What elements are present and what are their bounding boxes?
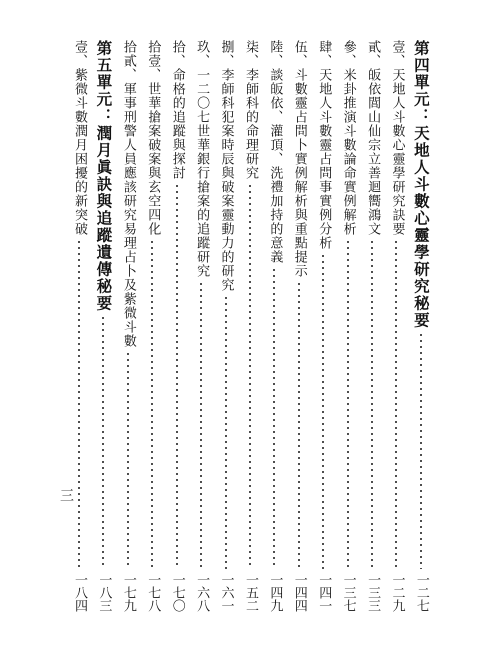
dot-leader <box>249 183 251 569</box>
toc-entry-page: 一四一 <box>316 573 332 612</box>
toc-entry-page: 一六八 <box>194 573 210 612</box>
page-number: 三 <box>58 488 74 502</box>
toc-entry-page: 一二七 <box>413 573 429 612</box>
toc-entry-page: 一八四 <box>72 573 87 612</box>
dot-leader <box>347 239 349 569</box>
toc-entry-title: 肆、天地人斗數靈占問事實例分析 <box>316 40 332 250</box>
toc-entry <box>387 40 405 612</box>
dot-leader <box>176 183 178 569</box>
dot-leader <box>151 239 153 569</box>
toc-entry <box>168 40 186 612</box>
toc-entry-title: 貳、皈依閭山仙宗立善迴嚮鴻文 <box>365 40 381 236</box>
toc-entry <box>119 40 137 612</box>
dot-leader <box>420 332 422 569</box>
toc-entry-title: 捌、李師科犯案時辰與破案靈動力的研究 <box>218 40 234 292</box>
toc-entry-title: 陸、談皈依、灌頂、洗禮加持的意義 <box>267 40 283 264</box>
toc-entry-title: 壹、紫微斗數潤月困擾的新突破 <box>72 40 87 236</box>
toc-entry <box>143 40 161 612</box>
toc-entry-page: 一四四 <box>291 573 307 612</box>
toc-entry-title: 拾、命格的追蹤與探討 <box>169 40 185 180</box>
toc-entry <box>241 40 259 612</box>
toc-entry-page: 一六一 <box>218 573 234 612</box>
toc-entry <box>265 40 283 612</box>
dot-leader <box>298 281 300 569</box>
toc-entry-title: 玖、一二〇七世華銀行搶案的追蹤研究 <box>194 40 210 278</box>
toc-entry-page: 一三七 <box>340 573 356 612</box>
toc-entry <box>363 40 381 612</box>
dot-leader <box>225 295 227 569</box>
toc-entry-title: 壹、天地人斗數心靈學研究訣要 <box>389 40 405 236</box>
toc-entry-title: 柒、李師科的命理研究 <box>242 40 258 180</box>
table-of-contents <box>70 40 430 612</box>
toc-entry-title: 伍、斗數靈占問卜實例解析與重點提示 <box>291 40 307 278</box>
toc-entry-page: 一七〇 <box>169 573 185 612</box>
toc-entry-page: 一八三 <box>96 573 112 612</box>
toc-entry <box>217 40 235 612</box>
toc-entry-page: 一七八 <box>145 573 161 612</box>
toc-entry <box>192 40 210 612</box>
dot-leader <box>322 253 324 569</box>
dot-leader <box>127 351 129 569</box>
toc-entry-title: 拾貳、軍事刑警人員應該研究易理占卜及紫微斗數 <box>120 40 136 348</box>
toc-entry-title: 第四單元：天地人斗數心靈學研究秘要 <box>411 40 431 329</box>
dot-leader <box>273 267 275 569</box>
toc-entry <box>314 40 332 612</box>
toc-entry <box>339 40 357 612</box>
toc-entry-page: 一五二 <box>242 573 258 612</box>
toc-entry-unit-4 <box>412 40 430 612</box>
toc-entry-page: 一四九 <box>267 573 283 612</box>
toc-entry-unit-5 <box>94 40 112 612</box>
toc-entry-title: 拾壹、世華搶案破案與玄空四化 <box>145 40 161 236</box>
toc-entry-page: 一二九 <box>389 573 405 612</box>
toc-entry-title: 第五單元：潤月眞訣與追蹤遺傳秘要 <box>94 40 114 312</box>
dot-leader <box>371 239 373 569</box>
toc-entry-page: 一七九 <box>120 573 136 612</box>
toc-entry-title: 參、米卦推演斗數論命實例解析 <box>340 40 356 236</box>
toc-entry-page: 一三三 <box>365 573 381 612</box>
dot-leader <box>78 239 80 569</box>
dot-leader <box>200 281 202 569</box>
toc-entry <box>290 40 308 612</box>
dot-leader <box>102 315 104 569</box>
toc-entry <box>70 40 88 612</box>
dot-leader <box>395 239 397 569</box>
